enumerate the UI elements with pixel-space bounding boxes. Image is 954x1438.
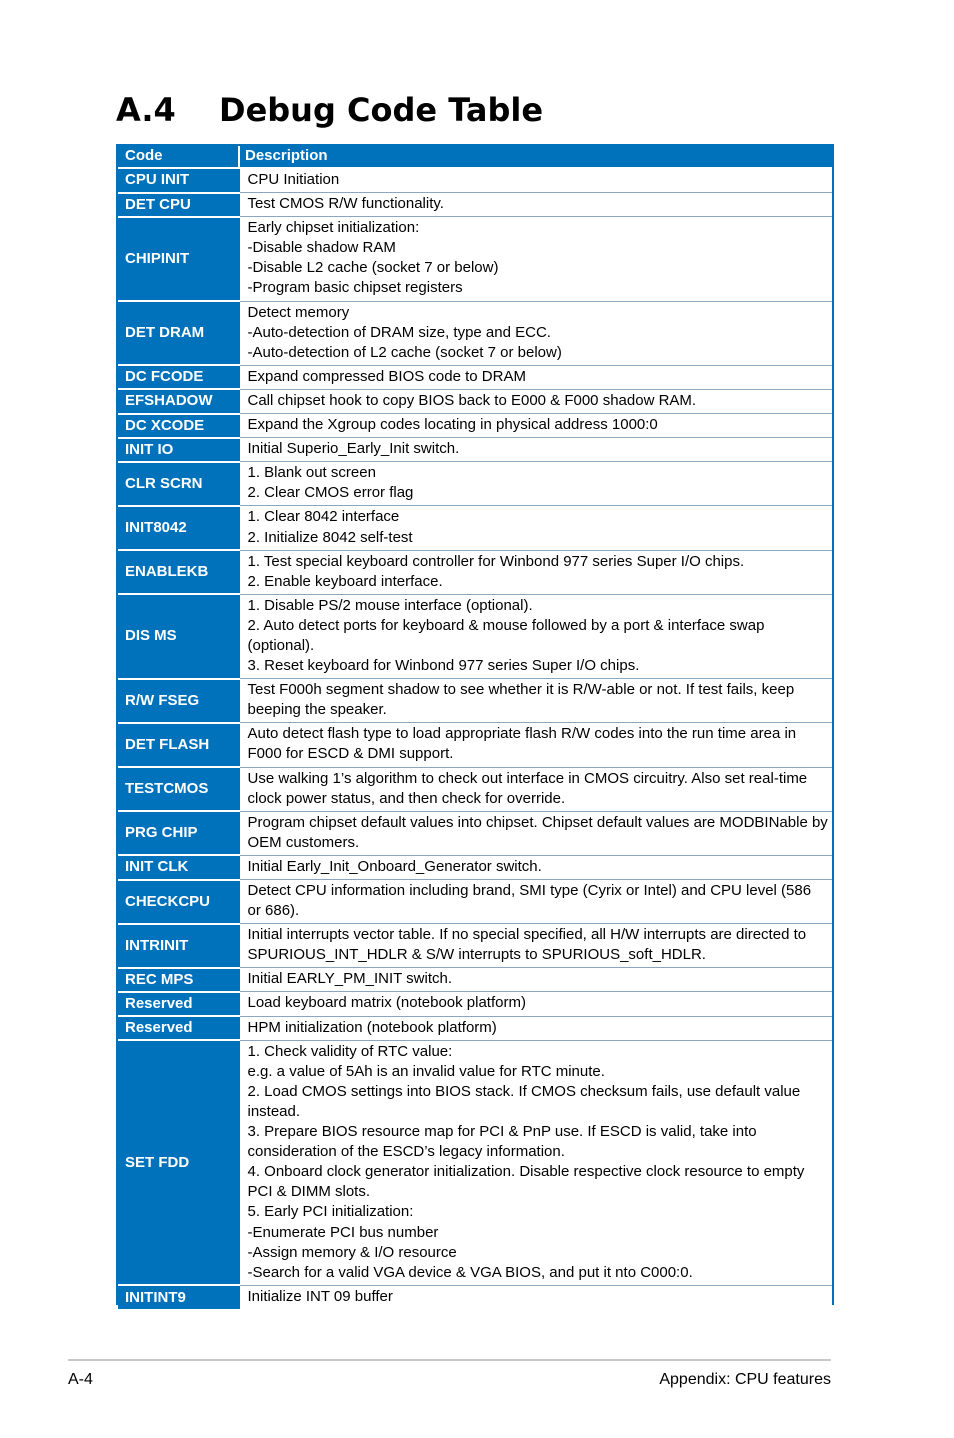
debug-description	[239, 414, 832, 438]
debug-code: ENABLEKB	[118, 550, 239, 594]
debug-code-table-grid	[118, 146, 832, 1309]
table-row	[118, 217, 832, 301]
table-row	[118, 594, 832, 678]
table-row	[118, 550, 832, 594]
table-row	[118, 811, 832, 855]
description-line: CPU Initiation	[247, 171, 340, 188]
description-line: Expand compressed BIOS code to DRAM	[247, 367, 526, 385]
debug-description	[239, 506, 832, 550]
table-row	[118, 1285, 832, 1309]
description-line: Auto detect flash type to load appropriate flash R/W codes into the run time area in F000 for ESCD & DMI support.	[247, 725, 797, 763]
debug-code: Reserved	[118, 992, 239, 1016]
debug-code: R/W FSEG	[118, 679, 239, 723]
debug-code: DIS MS	[118, 594, 239, 678]
debug-description	[239, 811, 832, 855]
debug-code: DET DRAM	[118, 301, 239, 365]
debug-description	[239, 168, 832, 193]
table-header-row	[118, 146, 832, 168]
description-line: -Auto-detection of L2 cache (socket 7 or below)	[247, 343, 562, 361]
description-line: Use walking 1’s algorithm to check out interface in CMOS circuitry. Also set real-time clock power status, and then check for override.	[247, 769, 808, 807]
description-line: 1. Blank out screen	[247, 464, 376, 482]
footer-divider	[68, 1359, 831, 1361]
description-line: e.g. a value of 5Ah is an invalid value for RTC minute.	[247, 1062, 605, 1080]
table-row	[118, 168, 832, 193]
table-body	[118, 168, 832, 1309]
debug-description	[239, 1285, 832, 1309]
debug-description	[239, 855, 832, 879]
description-line: 1. Test special keyboard controller for Winbond 977 series Super I/O chips.	[247, 552, 745, 570]
debug-code: DET FLASH	[118, 723, 239, 767]
debug-description	[239, 992, 832, 1016]
section-title: Debug Code Table	[219, 91, 544, 129]
description-line: -Program basic chipset registers	[247, 279, 463, 297]
debug-description	[239, 924, 832, 968]
debug-description	[239, 301, 832, 365]
description-line: 2. Clear CMOS error flag	[247, 484, 414, 502]
debug-code: CHIPINIT	[118, 217, 239, 301]
description-line: Initial Superio_Early_Init switch.	[247, 440, 460, 458]
debug-code: INIT8042	[118, 506, 239, 550]
description-line: Test F000h segment shadow to see whether it is R/W-able or not. If test fails, keep beeping the speaker.	[247, 681, 795, 719]
description-line: Initial interrupts vector table. If no special specified, all H/W interrupts are directed to SPURIOUS_INT_HDLR & S/W interrupts to SPURIOUS_soft_HDLR.	[247, 926, 807, 964]
debug-code: PRG CHIP	[118, 811, 239, 855]
description-line: Load keyboard matrix (notebook platform)	[247, 994, 526, 1012]
debug-code: DC XCODE	[118, 414, 239, 438]
table-row	[118, 767, 832, 811]
debug-description	[239, 462, 832, 506]
description-line: 4. Onboard clock generator initialization. Disable respective clock resource to empty PCI & DIMM slots.	[247, 1163, 805, 1201]
debug-code: SET FDD	[118, 1040, 239, 1285]
description-line: Program chipset default values into chipset. Chipset default values are MODBINable by OEM customers.	[247, 813, 828, 851]
page-number: A-4	[68, 1371, 93, 1388]
description-line: -Search for a valid VGA device & VGA BIOS, and put it nto C000:0.	[247, 1263, 693, 1281]
description-line: Initial EARLY_PM_INIT switch.	[247, 970, 453, 988]
description-line: Initial Early_Init_Onboard_Generator switch.	[247, 857, 542, 875]
description-line: 5. Early PCI initialization:	[247, 1203, 414, 1221]
description-line: 2. Load CMOS settings into BIOS stack. If CMOS checksum fails, use default value instead.	[247, 1082, 801, 1120]
description-line: HPM initialization (notebook platform)	[247, 1018, 497, 1036]
debug-code: INIT IO	[118, 438, 239, 462]
debug-description	[239, 1016, 832, 1040]
table-row	[118, 968, 832, 992]
debug-code: INIT CLK	[118, 855, 239, 879]
description-line: Early chipset initialization:	[247, 219, 420, 237]
table-row	[118, 506, 832, 550]
debug-code: INITINT9	[118, 1285, 239, 1309]
table-row	[118, 855, 832, 879]
debug-code: CPU INIT	[118, 168, 239, 193]
code-column-header: Code	[118, 146, 239, 168]
table-row	[118, 462, 832, 506]
description-line: 3. Prepare BIOS resource map for PCI & PnP use. If ESCD is valid, take into consideration of the ESCD’s legacy information.	[247, 1123, 757, 1161]
debug-description	[239, 550, 832, 594]
description-line: Expand the Xgroup codes locating in physical address 1000:0	[247, 416, 658, 434]
description-line: -Assign memory & I/O resource	[247, 1243, 457, 1261]
description-line: 3. Reset keyboard for Winbond 977 series Super I/O chips.	[247, 657, 640, 675]
debug-code: REC MPS	[118, 968, 239, 992]
description-line: Detect CPU information including brand, SMI type (Cyrix or Intel) and CPU level (586 or 686).	[247, 882, 812, 920]
table-row	[118, 414, 832, 438]
debug-code: DET CPU	[118, 193, 239, 217]
debug-description	[239, 389, 832, 413]
description-column-header: Description	[239, 146, 832, 168]
description-line: 2. Initialize 8042 self-test	[247, 528, 413, 546]
table-row	[118, 723, 832, 767]
table-row	[118, 301, 832, 365]
description-line: 1. Clear 8042 interface	[247, 508, 400, 526]
debug-description	[239, 880, 832, 924]
description-line: Call chipset hook to copy BIOS back to E000 & F000 shadow RAM.	[247, 391, 697, 409]
description-line: -Enumerate PCI bus number	[247, 1223, 439, 1241]
debug-code-table	[116, 144, 834, 1305]
debug-description	[239, 438, 832, 462]
debug-description	[239, 217, 832, 301]
description-line: Detect memory	[247, 303, 350, 321]
description-line: Initialize INT 09 buffer	[247, 1287, 393, 1305]
table-row	[118, 992, 832, 1016]
table-row	[118, 1016, 832, 1040]
description-line: -Auto-detection of DRAM size, type and ECC.	[247, 323, 551, 341]
chapter-title: Appendix: CPU features	[659, 1371, 831, 1388]
debug-description	[239, 1040, 832, 1285]
debug-code: DC FCODE	[118, 365, 239, 389]
section-number: A.4	[116, 91, 176, 129]
table-row	[118, 438, 832, 462]
description-line: 1. Disable PS/2 mouse interface (optional).	[247, 596, 533, 614]
debug-description	[239, 723, 832, 767]
debug-code: Reserved	[118, 1016, 239, 1040]
debug-code: CLR SCRN	[118, 462, 239, 506]
debug-code: TESTCMOS	[118, 767, 239, 811]
description-line: 2. Auto detect ports for keyboard & mouse followed by a port & interface swap (optional).	[247, 616, 765, 654]
debug-description	[239, 767, 832, 811]
debug-description	[239, 968, 832, 992]
description-line: 2. Enable keyboard interface.	[247, 572, 443, 590]
table-row	[118, 1040, 832, 1285]
description-line: -Disable L2 cache (socket 7 or below)	[247, 259, 499, 277]
debug-code: CHECKCPU	[118, 880, 239, 924]
debug-description	[239, 365, 832, 389]
table-row	[118, 365, 832, 389]
table-row	[118, 679, 832, 723]
debug-code: EFSHADOW	[118, 389, 239, 413]
table-row	[118, 389, 832, 413]
description-line: -Disable shadow RAM	[247, 239, 396, 257]
debug-code: INTRINIT	[118, 924, 239, 968]
table-row	[118, 924, 832, 968]
description-line: Test CMOS R/W functionality.	[247, 195, 444, 213]
debug-description	[239, 594, 832, 678]
debug-description	[239, 679, 832, 723]
table-row	[118, 880, 832, 924]
description-line: 1. Check validity of RTC value:	[247, 1042, 453, 1060]
section-heading	[116, 88, 543, 132]
debug-description	[239, 193, 832, 217]
table-row	[118, 193, 832, 217]
